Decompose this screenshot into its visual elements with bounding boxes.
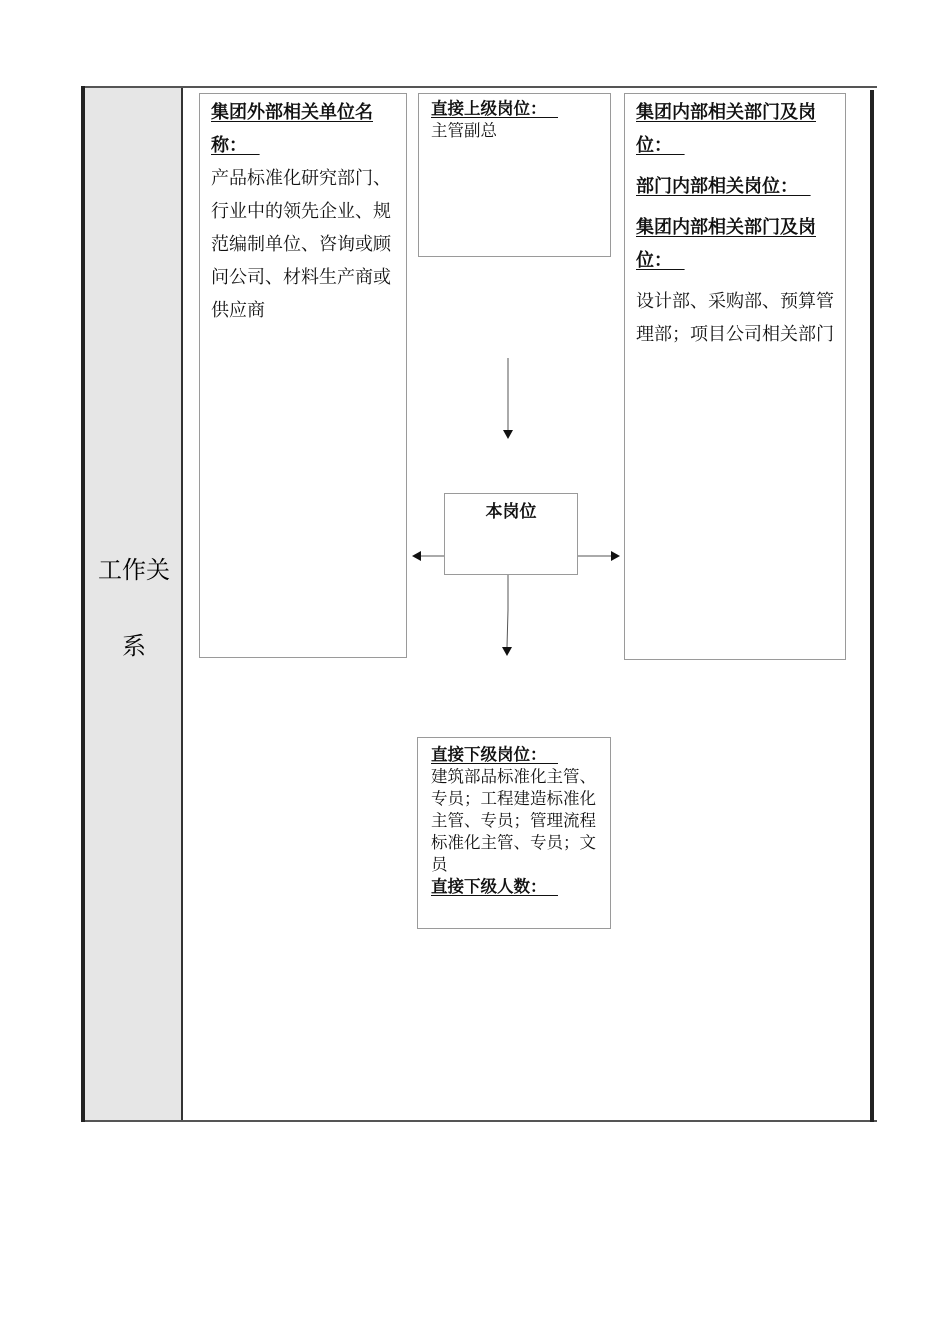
internal-departments-box [624, 93, 846, 660]
direct-superior-content: 主管副总 [431, 121, 497, 140]
internal-departments-header-2: 集团内部相关部门及岗位： [636, 217, 816, 271]
direct-subordinates-content: 建筑部品标准化主管、专员；工程建造标准化主管、专员；管理流程标准化主管、专员；文员 [431, 767, 596, 874]
direct-superior-header: 直接上级岗位： [431, 99, 547, 118]
direct-subordinates-box [417, 737, 611, 929]
department-internal-positions-header: 部门内部相关岗位： [636, 176, 798, 197]
section-label-cell [85, 88, 183, 1120]
internal-departments-content: 设计部、采购部、预算管理部；项目公司相关部门 [636, 291, 834, 345]
external-units-box [199, 93, 407, 658]
direct-subordinates-header: 直接下级岗位： [431, 745, 547, 764]
direct-subordinates-count-label: 直接下级人数： [431, 877, 547, 896]
current-position-box [444, 493, 578, 575]
section-label-line2: 系 [122, 632, 146, 660]
internal-departments-header: 集团内部相关部门及岗位： [636, 102, 816, 156]
direct-superior-box [418, 93, 611, 257]
external-units-header: 集团外部相关单位名称： [211, 102, 373, 156]
table-right-border [870, 90, 874, 1122]
section-label-line1: 工作关 [98, 556, 170, 584]
external-units-content: 产品标准化研究部门、行业中的领先企业、规范编制单位、咨询或顾问公司、材料生产商或供应商 [211, 168, 391, 321]
current-position-title: 本岗位 [485, 502, 537, 522]
